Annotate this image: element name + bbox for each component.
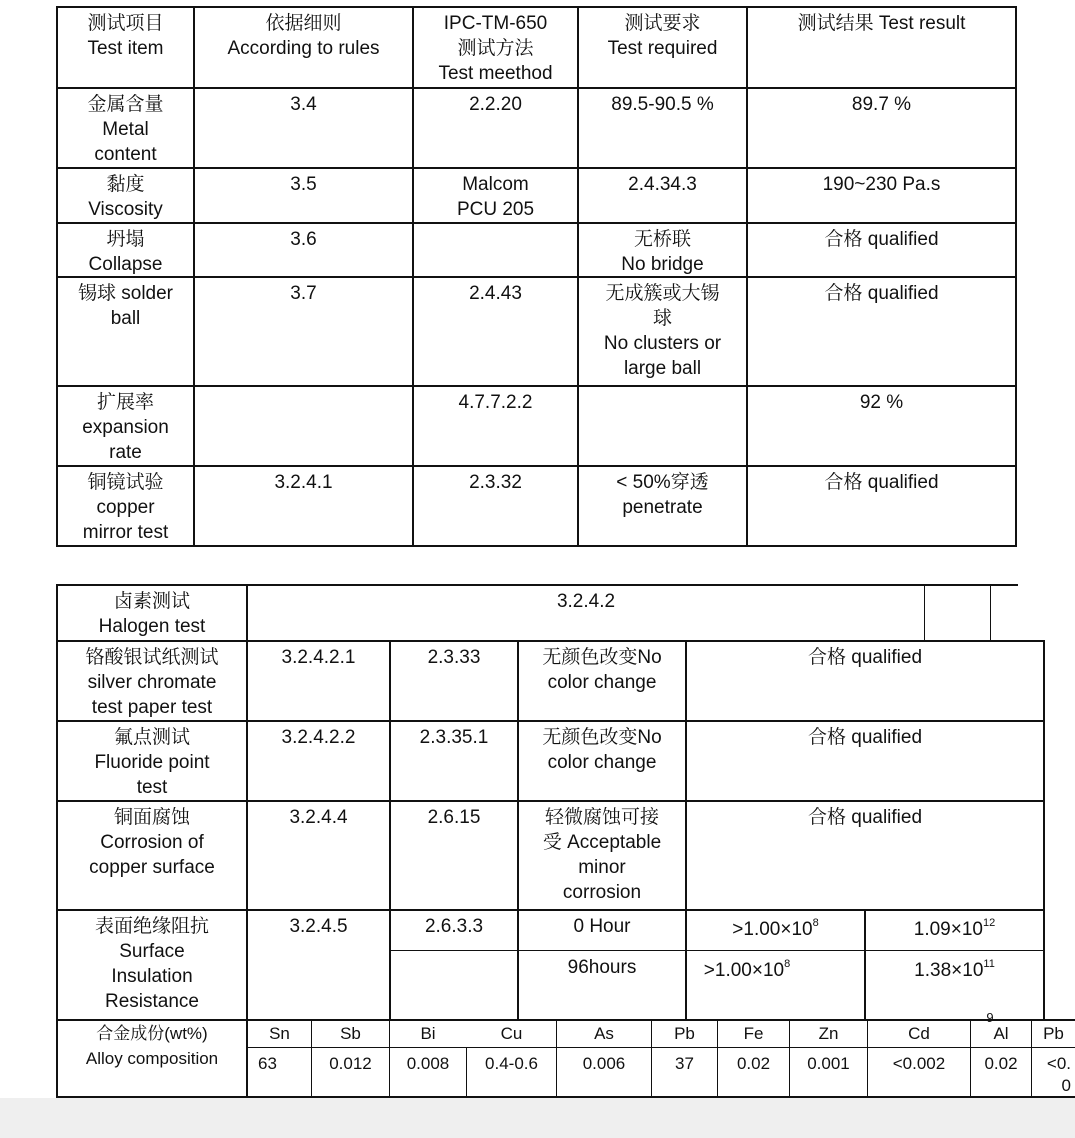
alloy-value	[790, 1049, 867, 1096]
rule-ref: 3.2.4.2	[556, 591, 616, 612]
alloy-value	[718, 1049, 789, 1096]
cell-line: test paper test	[91, 697, 213, 718]
alloy-element: Cd	[908, 1024, 930, 1043]
cell-test-item	[58, 89, 193, 167]
stray-mark: 9	[986, 1010, 994, 1025]
alloy-value	[652, 1049, 717, 1096]
cell-result	[748, 387, 1015, 465]
alloy-element: As	[594, 1024, 614, 1043]
cell-requirement	[579, 387, 746, 465]
cell-line: 受 Acceptable	[542, 832, 662, 853]
cell-test-item	[58, 224, 193, 276]
cell-line: silver chromate	[87, 672, 217, 693]
method-ref: 2.6.3.3	[424, 916, 484, 937]
cell-line: 3.6	[290, 229, 317, 250]
cell-line: 92 %	[859, 392, 904, 413]
alloy-value	[971, 1049, 1031, 1096]
cell-method	[414, 387, 577, 465]
alloy-value	[312, 1049, 389, 1096]
label-line: Resistance	[105, 991, 199, 1012]
alloy-value	[390, 1049, 466, 1096]
cell-line: According to rules	[227, 38, 380, 59]
header-rule	[195, 8, 412, 87]
halogen-test-ref	[248, 586, 924, 640]
cell-line: 2.2.20	[469, 94, 522, 115]
cell-line: 3.5	[290, 174, 317, 195]
cell-line: 铜面腐蚀	[113, 807, 190, 828]
sir-time-1	[519, 952, 685, 1019]
label-line: Insulation	[111, 966, 193, 987]
cell-line: Collapse	[88, 254, 163, 275]
cell-line: 锡球 solder	[77, 283, 174, 304]
alloy-element: Sn	[269, 1024, 290, 1043]
cell-test-item	[58, 722, 246, 800]
cell-line: copper	[96, 497, 155, 518]
cell-line: ball	[110, 308, 141, 329]
cell-line: large ball	[623, 358, 702, 379]
header-method	[414, 8, 577, 87]
cell-line: 无成簇或大锡	[605, 283, 720, 304]
cell-line: 2.6.15	[427, 807, 481, 828]
cell-line: 无颜色改变No	[542, 727, 662, 748]
cell-line: Corrosion of	[100, 832, 204, 853]
cell-rule	[248, 642, 389, 720]
cell-test-item	[58, 802, 246, 909]
sir-res-1	[866, 955, 1043, 991]
header-test-item	[58, 8, 193, 87]
alloy-value	[868, 1049, 970, 1096]
sir-label	[58, 911, 246, 1019]
alloy-element: Zn	[818, 1024, 839, 1043]
time-value: 96hours	[567, 957, 637, 978]
table-rule	[193, 6, 195, 547]
cell-line: <0.002	[892, 1054, 946, 1073]
cell-rule	[195, 169, 412, 222]
cell-rule	[248, 802, 389, 909]
time-value: 0 Hour	[573, 916, 631, 937]
cell-line: 190~230 Pa.s	[822, 174, 941, 195]
cell-line: 合格 qualified	[807, 647, 923, 668]
cell-test-item	[58, 278, 193, 385]
cell-line: 0.02	[984, 1054, 1018, 1073]
cell-requirement	[579, 89, 746, 167]
bottom-scroll-strip	[0, 1098, 1075, 1138]
cell-line: Metal	[102, 119, 149, 140]
res-base: 1.38×10	[914, 960, 984, 981]
cell-line: 铜镜试验	[87, 472, 164, 493]
req-exponent: 8	[784, 958, 791, 970]
alloy-element: Pb	[1043, 1024, 1064, 1043]
cell-requirement	[579, 224, 746, 276]
cell-result	[748, 89, 1015, 167]
cell-line: copper surface	[89, 857, 215, 878]
cell-line: 合格 qualified	[824, 472, 939, 493]
cell-test-item	[58, 169, 193, 222]
cell-line: No clusters or	[603, 333, 722, 354]
cell-line: test	[136, 777, 168, 798]
alloy-element: Cu	[500, 1024, 523, 1043]
cell-line: No bridge	[621, 254, 704, 275]
cell-result	[687, 642, 1043, 720]
cell-line: 无桥联	[633, 229, 691, 250]
table-rule	[746, 6, 748, 547]
table-rule	[924, 584, 925, 641]
alloy-label	[58, 1019, 246, 1096]
cell-line: corrosion	[562, 882, 642, 903]
cell-line: Fluoride point	[94, 752, 210, 773]
cell-line: 测试项目	[87, 13, 164, 34]
label-line: Halogen test	[98, 616, 206, 637]
req-base: >1.00×10	[732, 919, 813, 940]
res-exponent: 12	[982, 917, 996, 929]
cell-test-item	[58, 642, 246, 720]
alloy-value	[1032, 1049, 1075, 1096]
alloy-element: Al	[993, 1024, 1009, 1043]
label-line: Alloy composition	[85, 1049, 219, 1068]
cell-line: 测试要求	[624, 13, 701, 34]
cell-method	[414, 224, 577, 276]
cell-line: 89.7 %	[851, 94, 912, 115]
cell-line: 2.3.33	[427, 647, 481, 668]
cell-line: 氟点测试	[113, 727, 190, 748]
cell-line: color change	[547, 752, 657, 773]
cell-line: 无颜色改变No	[542, 647, 662, 668]
cell-line: minor	[578, 857, 626, 878]
cell-test-item	[58, 387, 193, 465]
cell-line: 0.001	[807, 1054, 850, 1073]
table-rule	[1015, 6, 1017, 547]
cell-method	[391, 722, 517, 800]
cell-line: 合格 qualified	[807, 727, 923, 748]
alloy-element: Bi	[420, 1024, 436, 1043]
cell-method	[414, 89, 577, 167]
rule-ref: 3.2.4.5	[289, 916, 348, 937]
label-line: 合金成份(wt%)	[96, 1024, 208, 1043]
cell-method	[391, 802, 517, 909]
cell-line: color change	[547, 672, 657, 693]
cell-line: <0.	[1046, 1054, 1071, 1073]
cell-line: expansion	[82, 417, 169, 438]
cell-line: 铬酸银试纸测试	[85, 647, 219, 668]
cell-line: 63	[258, 1054, 277, 1073]
cell-line: 2.4.34.3	[628, 174, 697, 195]
cell-line: 0.02	[736, 1054, 771, 1073]
cell-line: 扩展率	[96, 392, 154, 413]
table-rule	[990, 584, 991, 641]
cell-line: 2.3.35.1	[419, 727, 489, 748]
cell-method	[391, 642, 517, 720]
sir-time-0	[519, 911, 685, 950]
cell-rule	[195, 467, 412, 545]
cell-line: 坍塌	[106, 229, 145, 250]
sir-rule	[248, 911, 389, 951]
cell-line: 89.5-90.5 %	[611, 94, 714, 115]
cell-result	[687, 802, 1043, 909]
req-base: >1.00×10	[703, 960, 785, 981]
alloy-value	[248, 1049, 311, 1096]
halogen-test-label	[58, 586, 246, 640]
label-line: 表面绝缘阻抗	[94, 916, 209, 937]
cell-line: 0	[1061, 1076, 1071, 1095]
cell-method	[414, 169, 577, 222]
sir-res-0	[866, 914, 1043, 950]
cell-line: 4.7.7.2.2	[458, 392, 533, 413]
cell-result	[748, 169, 1015, 222]
cell-line: rate	[109, 442, 142, 463]
cell-requirement	[579, 467, 746, 545]
header-requirement	[579, 8, 746, 87]
cell-line: 3.4	[290, 94, 317, 115]
header-result	[748, 8, 1015, 87]
cell-line: mirror test	[82, 522, 169, 543]
req-exponent: 8	[812, 917, 819, 929]
cell-line: 3.2.4.4	[289, 807, 348, 828]
cell-line: 球	[652, 308, 672, 329]
cell-line: 37	[675, 1054, 694, 1073]
cell-requirement	[579, 169, 746, 222]
cell-line: 0.4-0.6	[485, 1054, 538, 1073]
alloy-value	[557, 1049, 651, 1096]
cell-rule	[195, 387, 412, 465]
table-rule	[247, 1047, 1075, 1048]
cell-line: 合格 qualified	[824, 283, 939, 304]
table-rule	[1043, 640, 1045, 1021]
cell-rule	[248, 722, 389, 800]
cell-requirement	[519, 642, 685, 720]
cell-line: 3.2.4.1	[274, 472, 333, 493]
cell-line: 测试结果 Test result	[797, 13, 966, 34]
res-exponent: 11	[983, 958, 995, 970]
cell-line: 0.006	[582, 1054, 626, 1073]
cell-line: Malcom	[462, 174, 529, 195]
sir-req-0	[687, 914, 864, 950]
cell-line: 3.2.4.2.2	[281, 727, 356, 748]
cell-requirement	[579, 278, 746, 385]
cell-line: content	[94, 144, 157, 165]
cell-result	[748, 224, 1015, 276]
label-line: 卤素测试	[113, 591, 190, 612]
cell-requirement	[519, 802, 685, 909]
cell-rule	[195, 224, 412, 276]
cell-line: PCU 205	[456, 199, 535, 220]
cell-line: Test meethod	[438, 63, 553, 84]
cell-line: 2.3.32	[469, 472, 522, 493]
alloy-element: Fe	[743, 1024, 764, 1043]
cell-result	[748, 467, 1015, 545]
alloy-element: Pb	[674, 1024, 695, 1043]
cell-line: < 50%穿透	[616, 472, 709, 493]
cell-line: 合格 qualified	[807, 807, 923, 828]
cell-result	[687, 722, 1043, 800]
cell-line: 3.2.4.2.1	[281, 647, 356, 668]
cell-line: 合格 qualified	[824, 229, 939, 250]
cell-line: Test item	[87, 38, 164, 59]
cell-method	[414, 278, 577, 385]
cell-line: 2.4.43	[469, 283, 522, 304]
cell-line: 测试方法	[457, 38, 534, 59]
cell-test-item	[58, 467, 193, 545]
cell-line: 0.012	[329, 1054, 372, 1073]
cell-line: Viscosity	[88, 199, 163, 220]
sir-req-1	[687, 955, 807, 991]
cell-line: 黏度	[106, 174, 145, 195]
alloy-element: Sb	[340, 1024, 361, 1043]
cell-line: Test required	[607, 38, 718, 59]
cell-line: 依据细则	[265, 13, 342, 34]
table-rule	[56, 545, 1017, 547]
cell-line: 金属含量	[87, 94, 164, 115]
sir-method	[391, 911, 517, 951]
cell-line: IPC-TM-650	[443, 13, 548, 34]
cell-result	[748, 278, 1015, 385]
cell-method	[414, 467, 577, 545]
table-rule	[412, 6, 414, 547]
cell-requirement	[519, 722, 685, 800]
alloy-value	[467, 1049, 556, 1096]
cell-line: 轻微腐蚀可接	[544, 807, 659, 828]
cell-rule	[195, 278, 412, 385]
cell-rule	[195, 89, 412, 167]
res-base: 1.09×10	[913, 919, 983, 940]
cell-line: 3.7	[290, 283, 317, 304]
cell-line: 0.008	[406, 1054, 450, 1073]
label-line: Surface	[119, 941, 185, 962]
cell-line: penetrate	[622, 497, 703, 518]
